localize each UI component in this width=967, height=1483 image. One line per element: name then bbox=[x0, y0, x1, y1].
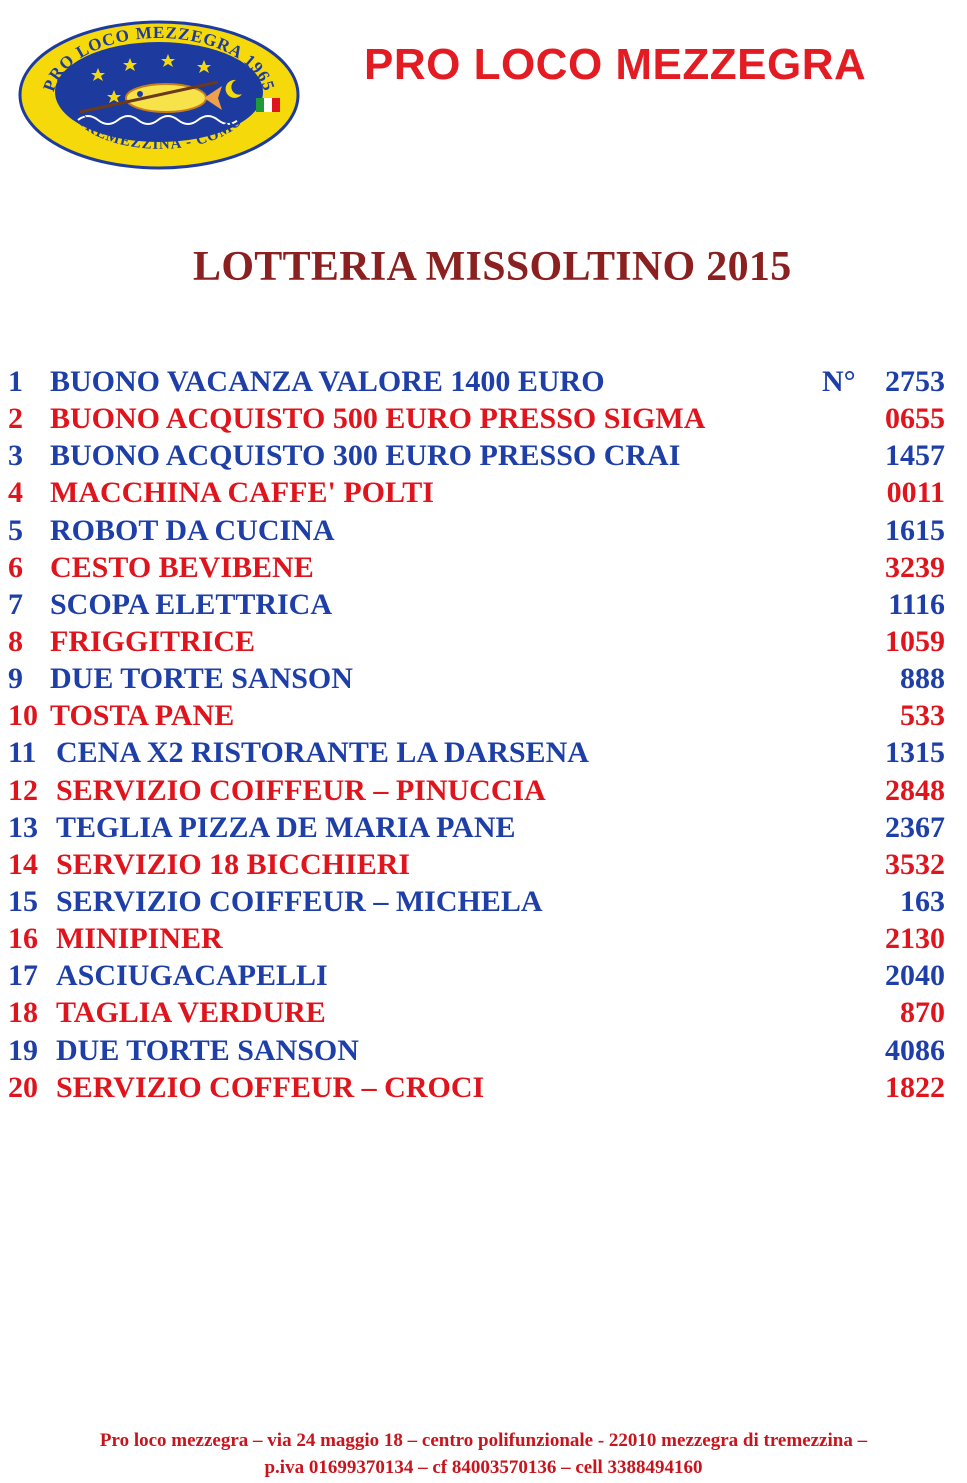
ticket-number: 1822 bbox=[885, 1070, 945, 1104]
prize-row bbox=[0, 474, 967, 511]
prize-number: 3 bbox=[8, 439, 23, 473]
prize-description: TEGLIA PIZZA DE MARIA PANE bbox=[56, 810, 516, 844]
prize-description: BUONO ACQUISTO 300 EURO PRESSO CRAI bbox=[50, 439, 681, 473]
prize-description: TOSTA PANE bbox=[50, 699, 235, 733]
prize-list bbox=[0, 363, 967, 1106]
prize-number: 13 bbox=[8, 810, 38, 844]
prize-row bbox=[0, 697, 967, 734]
prize-row bbox=[0, 809, 967, 846]
ticket-number: 1615 bbox=[885, 513, 945, 547]
ticket-number: 1059 bbox=[885, 624, 945, 658]
prize-row bbox=[0, 920, 967, 957]
prize-row bbox=[0, 363, 967, 400]
pro-loco-logo bbox=[18, 20, 300, 170]
prize-row bbox=[0, 1032, 967, 1069]
prize-row bbox=[0, 623, 967, 660]
prize-description: SERVIZIO 18 BICCHIERI bbox=[56, 847, 411, 881]
ticket-number: 1116 bbox=[888, 587, 945, 621]
prize-number: 20 bbox=[8, 1070, 38, 1104]
ticket-number: 3239 bbox=[885, 550, 945, 584]
ticket-number: 2040 bbox=[885, 959, 945, 993]
prize-description: MACCHINA CAFFE' POLTI bbox=[50, 476, 434, 510]
ticket-number: 2130 bbox=[885, 922, 945, 956]
prize-number: 2 bbox=[8, 402, 23, 436]
prize-row bbox=[0, 734, 967, 771]
ticket-number: 2848 bbox=[885, 773, 945, 807]
prize-row bbox=[0, 586, 967, 623]
prize-description: SCOPA ELETTRICA bbox=[50, 587, 333, 621]
prize-number: 18 bbox=[8, 996, 38, 1030]
ticket-number-label: N° bbox=[822, 365, 856, 398]
prize-row bbox=[0, 772, 967, 809]
prize-number: 10 bbox=[8, 699, 38, 733]
ticket-number: 0655 bbox=[885, 402, 945, 436]
ticket-number: 2367 bbox=[885, 810, 945, 844]
prize-description: TAGLIA VERDURE bbox=[56, 996, 326, 1030]
lottery-title: LOTTERIA MISSOLTINO 2015 bbox=[193, 244, 792, 290]
prize-description: ASCIUGACAPELLI bbox=[56, 959, 328, 993]
prize-number: 11 bbox=[8, 736, 37, 770]
prize-number: 15 bbox=[8, 884, 38, 918]
prize-number: 8 bbox=[8, 624, 23, 658]
prize-description: SERVIZIO COIFFEUR – PINUCCIA bbox=[56, 773, 546, 807]
prize-row bbox=[0, 1069, 967, 1106]
prize-number: 9 bbox=[8, 662, 23, 696]
ticket-number: 4086 bbox=[885, 1033, 945, 1067]
prize-description: CENA X2 RISTORANTE LA DARSENA bbox=[56, 736, 589, 770]
prize-number: 5 bbox=[8, 513, 23, 547]
logo-top-text: PRO LOCO MEZZEGRA 1965 bbox=[39, 22, 279, 94]
prize-row bbox=[0, 883, 967, 920]
prize-number: 4 bbox=[8, 476, 23, 510]
ticket-number: 1315 bbox=[885, 736, 945, 770]
prize-number: 7 bbox=[8, 587, 23, 621]
prize-description: BUONO VACANZA VALORE 1400 EURO bbox=[50, 365, 605, 398]
prize-description: DUE TORTE SANSON bbox=[56, 1033, 359, 1067]
prize-number: 17 bbox=[8, 959, 38, 993]
prize-description: DUE TORTE SANSON bbox=[50, 662, 353, 696]
ticket-number: 1457 bbox=[885, 439, 945, 473]
prize-number: 16 bbox=[8, 922, 38, 956]
prize-number: 1 bbox=[8, 365, 23, 398]
organization-name: PRO LOCO MEZZEGRA bbox=[364, 40, 867, 89]
prize-row bbox=[0, 437, 967, 474]
prize-row bbox=[0, 400, 967, 437]
ticket-number: 533 bbox=[900, 699, 945, 733]
prize-row bbox=[0, 846, 967, 883]
ticket-number: 870 bbox=[900, 996, 945, 1030]
logo-bottom-text: TREMEZZINA - COMO bbox=[73, 112, 247, 153]
ticket-number: 163 bbox=[900, 884, 945, 918]
prize-number: 6 bbox=[8, 550, 23, 584]
prize-row bbox=[0, 549, 967, 586]
prize-description: BUONO ACQUISTO 500 EURO PRESSO SIGMA bbox=[50, 402, 706, 436]
ticket-number: 888 bbox=[900, 662, 945, 696]
prize-description: ROBOT DA CUCINA bbox=[50, 513, 335, 547]
italian-flag-icon bbox=[256, 98, 280, 112]
ticket-number: 3532 bbox=[885, 847, 945, 881]
prize-row bbox=[0, 957, 967, 994]
ticket-number: 2753 bbox=[885, 365, 945, 398]
prize-row bbox=[0, 660, 967, 697]
footer-contact-info bbox=[0, 1427, 967, 1481]
prize-description: CESTO BEVIBENE bbox=[50, 550, 314, 584]
footer-tax-line: p.iva 01699370134 – cf 84003570136 – cell 3388494160 bbox=[264, 1457, 703, 1478]
prize-description: SERVIZIO COFFEUR – CROCI bbox=[56, 1070, 485, 1104]
prize-row bbox=[0, 994, 967, 1031]
logo-emblem bbox=[18, 20, 300, 170]
prize-number: 12 bbox=[8, 773, 38, 807]
footer-address-line: Pro loco mezzegra – via 24 maggio 18 – centro polifunzionale - 22010 mezzegra di tremezzina – bbox=[99, 1430, 868, 1451]
prize-description: SERVIZIO COIFFEUR – MICHELA bbox=[56, 884, 543, 918]
prize-description: FRIGGITRICE bbox=[50, 624, 256, 658]
ticket-number: 0011 bbox=[886, 476, 945, 510]
prize-description: MINIPINER bbox=[56, 922, 223, 956]
prize-number: 14 bbox=[8, 847, 38, 881]
prize-row bbox=[0, 512, 967, 549]
prize-number: 19 bbox=[8, 1033, 38, 1067]
